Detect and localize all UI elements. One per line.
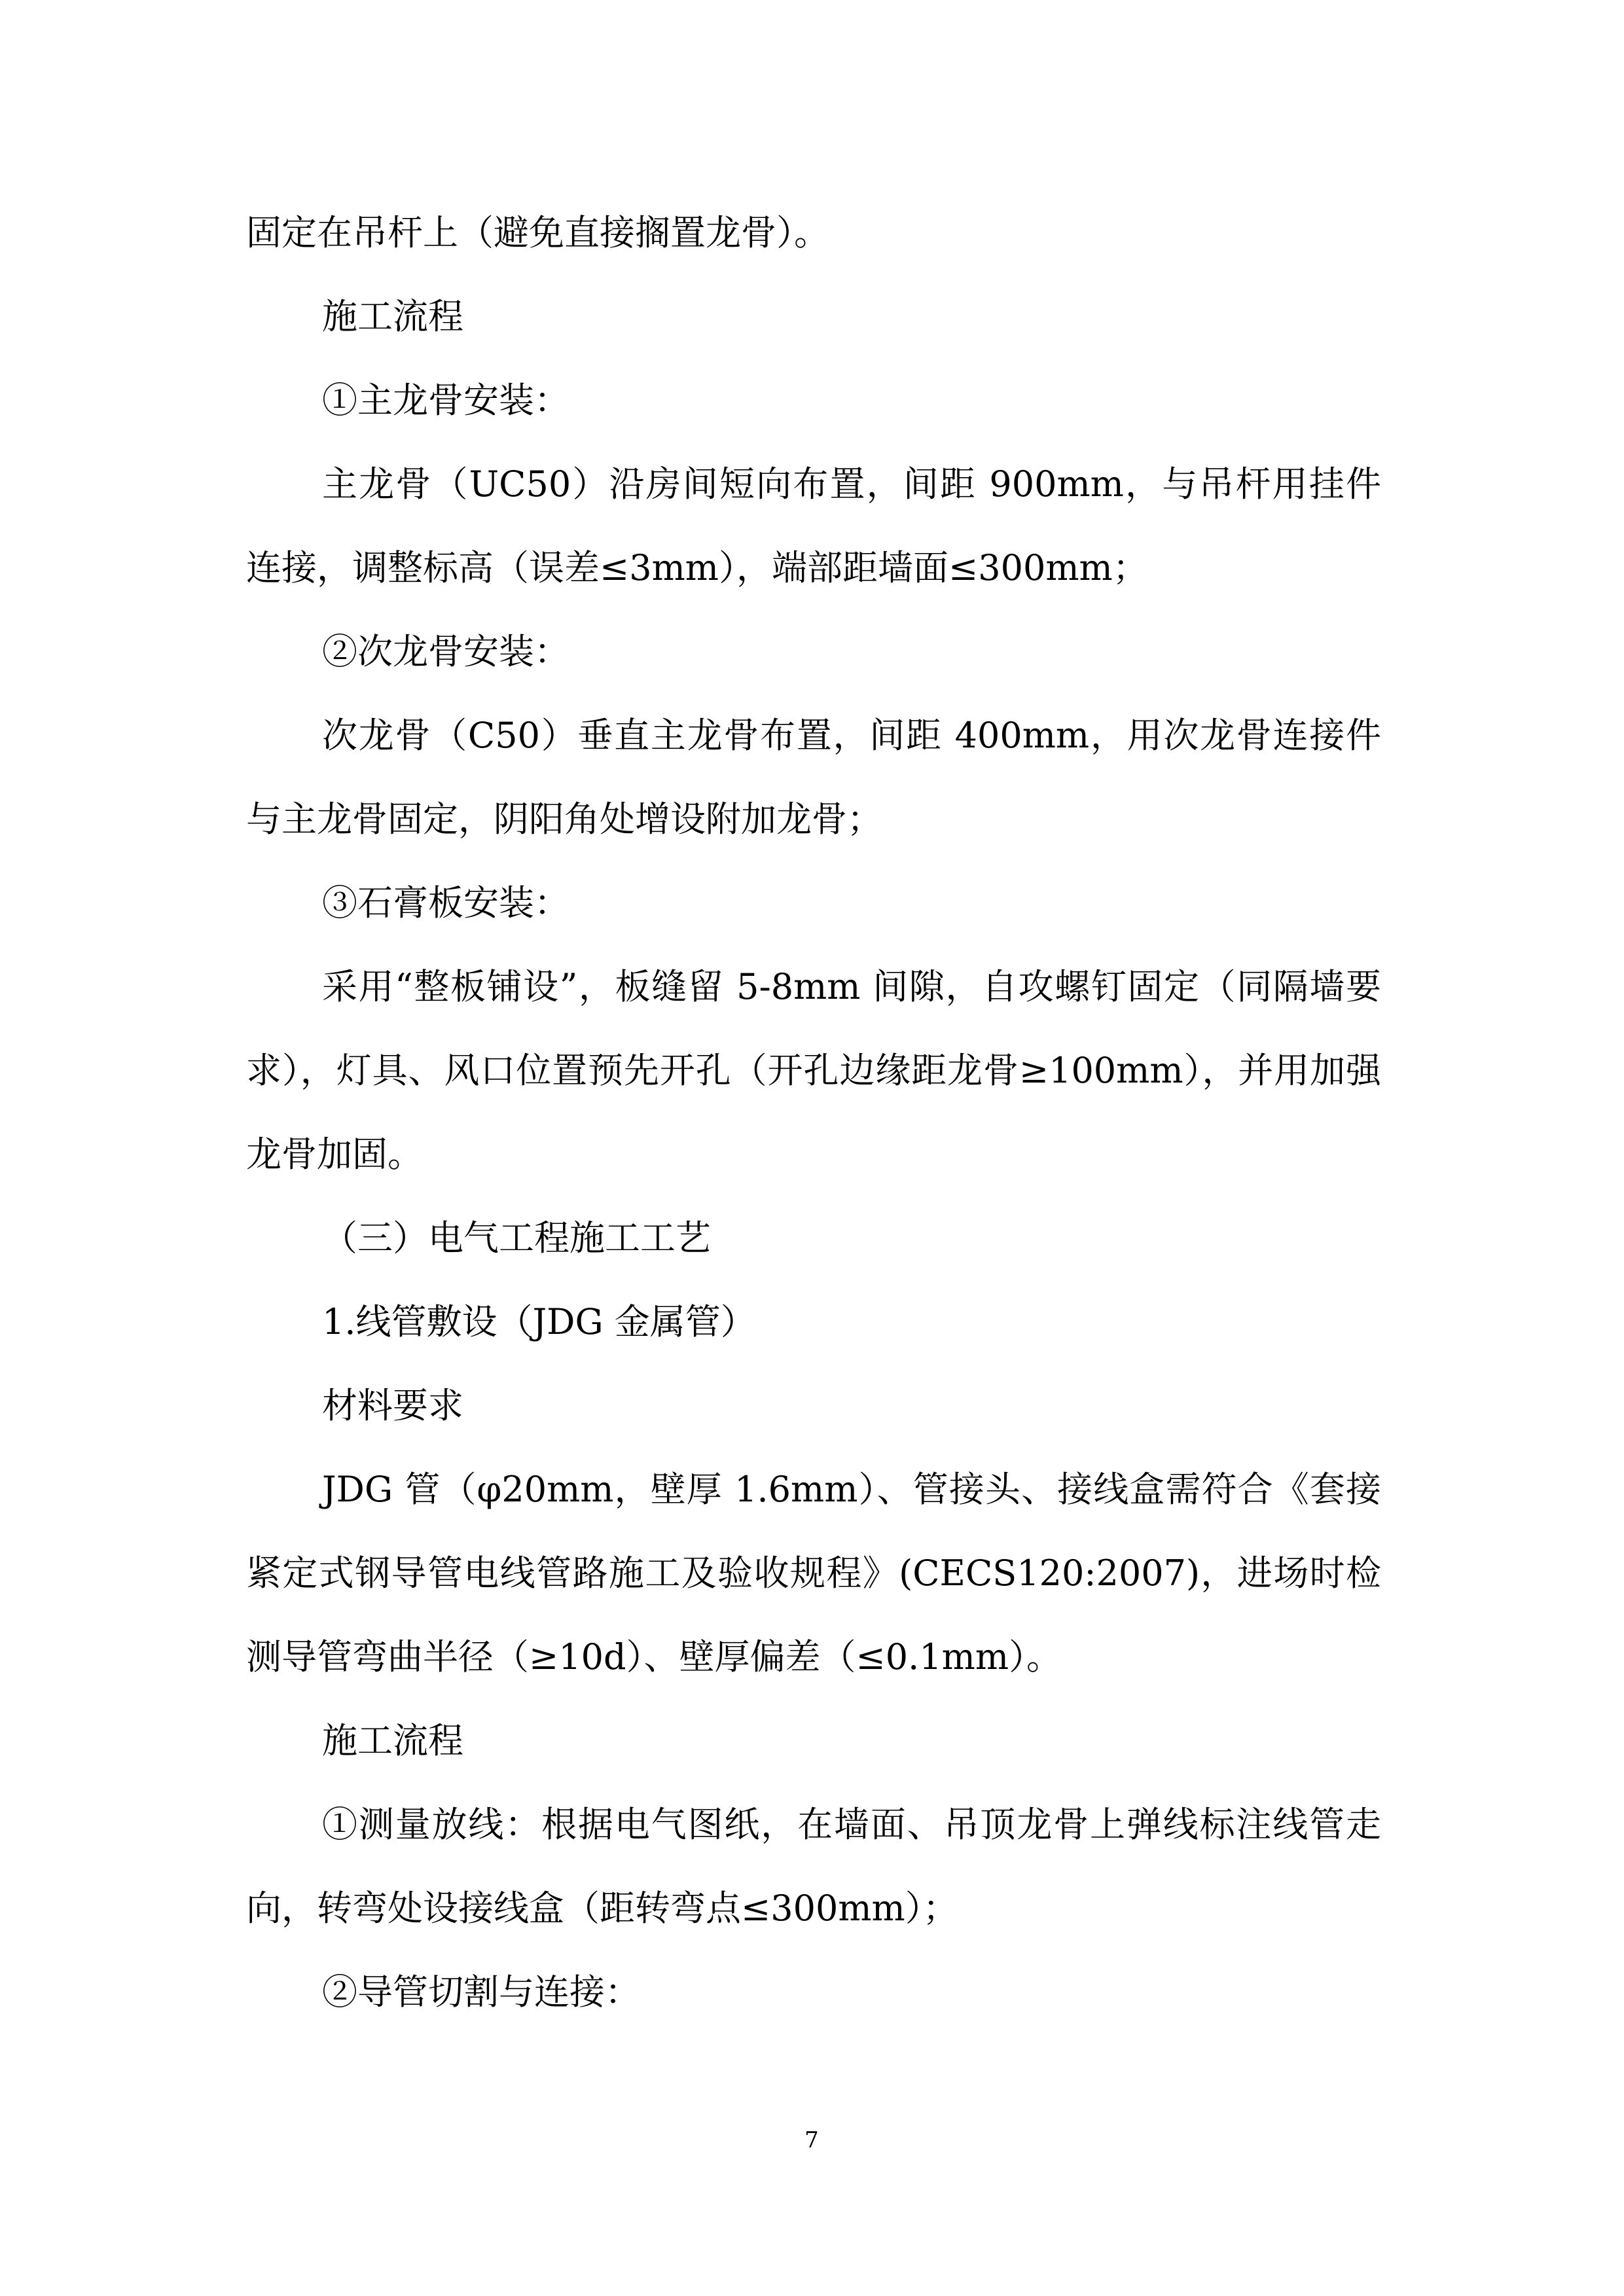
paragraph-secondary-keel: 次龙骨（C50）垂直主龙骨布置，间距 400mm，用次龙骨连接件与主龙骨固定，阴阳角处增设附加龙骨； bbox=[246, 715, 1381, 840]
paragraph-gypsum-board: 采用“整板铺设”，板缝留 5-8mm 间隙，自攻螺钉固定（同隔墙要求），灯具、风口位置预先开孔（开孔边缘距龙骨≥100mm），并用加强龙骨加固。 bbox=[246, 966, 1381, 1175]
paragraph-main-keel: 主龙骨（UC50）沿房间短向布置，间距 900mm，与吊杆用挂件连接，调整标高（误差≤3mm），端部距墙面≤300mm； bbox=[246, 463, 1381, 588]
section-heading-electrical: （三）电气工程施工工艺 bbox=[322, 1217, 711, 1259]
step-gypsum-board-installation: ③石膏板安装： bbox=[322, 882, 569, 924]
subheading-construction-process: 施工流程 bbox=[322, 296, 463, 337]
step-secondary-keel-installation: ②次龙骨安装： bbox=[322, 631, 569, 672]
paragraph-jdg-materials: JDG 管（φ20mm，壁厚 1.6mm）、管接头、接线盒需符合《套接紧定式钢导管电线管路施工及验收规程》(CECS120:2007)，进场时检测导管弯曲半径（≥10d）、壁厚偏差（≤0.1mm）。 bbox=[246, 1469, 1381, 1677]
document-body bbox=[246, 191, 1381, 2034]
step-conduit-cutting: ②导管切割与连接： bbox=[322, 1971, 640, 2013]
subheading-construction-process-2: 施工流程 bbox=[322, 1720, 463, 1761]
subheading-material-requirements: 材料要求 bbox=[322, 1385, 463, 1426]
paragraph-continuation: 固定在吊杆上（避免直接搁置龙骨）。 bbox=[246, 212, 829, 253]
step-main-keel-installation: ①主龙骨安装： bbox=[322, 380, 569, 421]
paragraph-surveying: ①测量放线：根据电气图纸，在墙面、吊顶龙骨上弹线标注线管走向，转弯处设接线盒（距转弯点≤300mm）； bbox=[246, 1804, 1381, 1929]
heading-conduit-laying: 1.线管敷设（JDG 金属管） bbox=[322, 1301, 756, 1342]
page-number: 7 bbox=[804, 2127, 819, 2153]
